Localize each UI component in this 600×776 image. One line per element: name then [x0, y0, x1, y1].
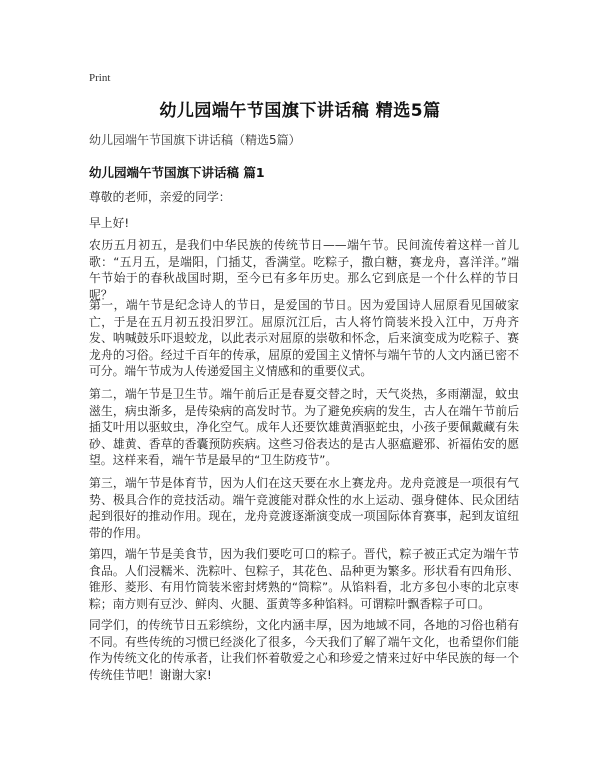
document-subtitle: 幼儿园端午节国旗下讲话稿（精选5篇）	[89, 133, 301, 147]
page-title: 幼儿园端午节国旗下讲话稿 精选5篇	[159, 101, 441, 121]
paragraph-fourth-point: 第四，端午节是美食节，因为我们要吃可口的粽子。晋代，粽子被正式定为端午节食品。人们浸糯米、洗粽叶、包粽子，其花色、品种更为繁多。形状看有四角形、锥形、菱形、有用竹筒装米密封烤熟的“筒粽”。从馅料看，北方多包小枣的北京枣粽；南方则有豆沙、鲜肉、火腿、蛋黄等多种馅料。可谓粽叶飘香粽子可口。	[89, 547, 519, 611]
paragraph-intro: 农历五月初五，是我们中华民族的传统节日——端午节。民间流传着这样一首儿歌：“五月五，是端阳，门插艾，香满堂。吃粽子，撒白糖，赛龙舟，喜洋洋。”端午节始于的春秋战国时期，至今已有多年历史。那么它到底是一个什么样的节日呢？	[89, 238, 519, 302]
paragraph-first-point: 第一，端午节是纪念诗人的节日，是爱国的节日。因为爱国诗人屈原看见国破家亡，于是在五月初五投汨罗江。屈原沉江后，古人将竹筒装米投入江中，万舟齐发、呐喊鼓乐吓退蛟龙，以此表示对屈原的崇敬和怀念，后来演变成为吃粽子、赛龙舟的习俗。经过千百年的传承，屈原的爱国主义情怀与端午节的人文内涵已密不可分。端午节成为人传递爱国主义情感和的重要仪式。	[89, 298, 519, 378]
good-morning-text: 早上好!	[89, 216, 130, 230]
paragraph-third-point: 第三，端午节是体育节，因为人们在这天要在水上赛龙舟。龙舟竞渡是一项很有气势、极具合作的竞技活动。端午竞渡能对群众性的水上运动、强身健体、民众团结起到很好的推动作用。现在，龙舟竞渡逐渐演变成一项国际体育赛事，起到友谊纽带的作用。	[89, 476, 519, 540]
greeting-text: 尊敬的老师，亲爱的同学：	[89, 190, 231, 204]
print-label[interactable]: Print	[89, 72, 111, 84]
paragraph-closing: 同学们，的传统节日五彩缤纷，文化内涵丰厚，因为地域不同，各地的习俗也稍有不同。有些传统的习惯已经淡化了很多，今天我们了解了端午文化，也希望你们能作为传统文化的传承者，让我们怀着敬爱之心和珍爱之情来过好中华民族的每一个传统佳节吧！谢谢大家!	[89, 618, 519, 682]
section-heading: 幼儿园端午节国旗下讲话稿 篇1	[89, 165, 265, 180]
paragraph-second-point: 第二，端午节是卫生节。端午前后正是春夏交替之时，天气炎热，多雨潮湿，蚊虫滋生，病虫渐多，是传染病的高发时节。为了避免疾病的发生，古人在端午节前后插艾叶用以驱蚊虫，净化空气。成年人还要饮雄黄酒驱蛇虫，小孩子要佩戴藏有朱砂、雄黄、香草的香囊预防疾病。这些习俗表达的是古人驱瘟避邪、祈福佑安的愿望。这样来看，端午节是最早的“卫生防疫节”。	[89, 387, 519, 467]
